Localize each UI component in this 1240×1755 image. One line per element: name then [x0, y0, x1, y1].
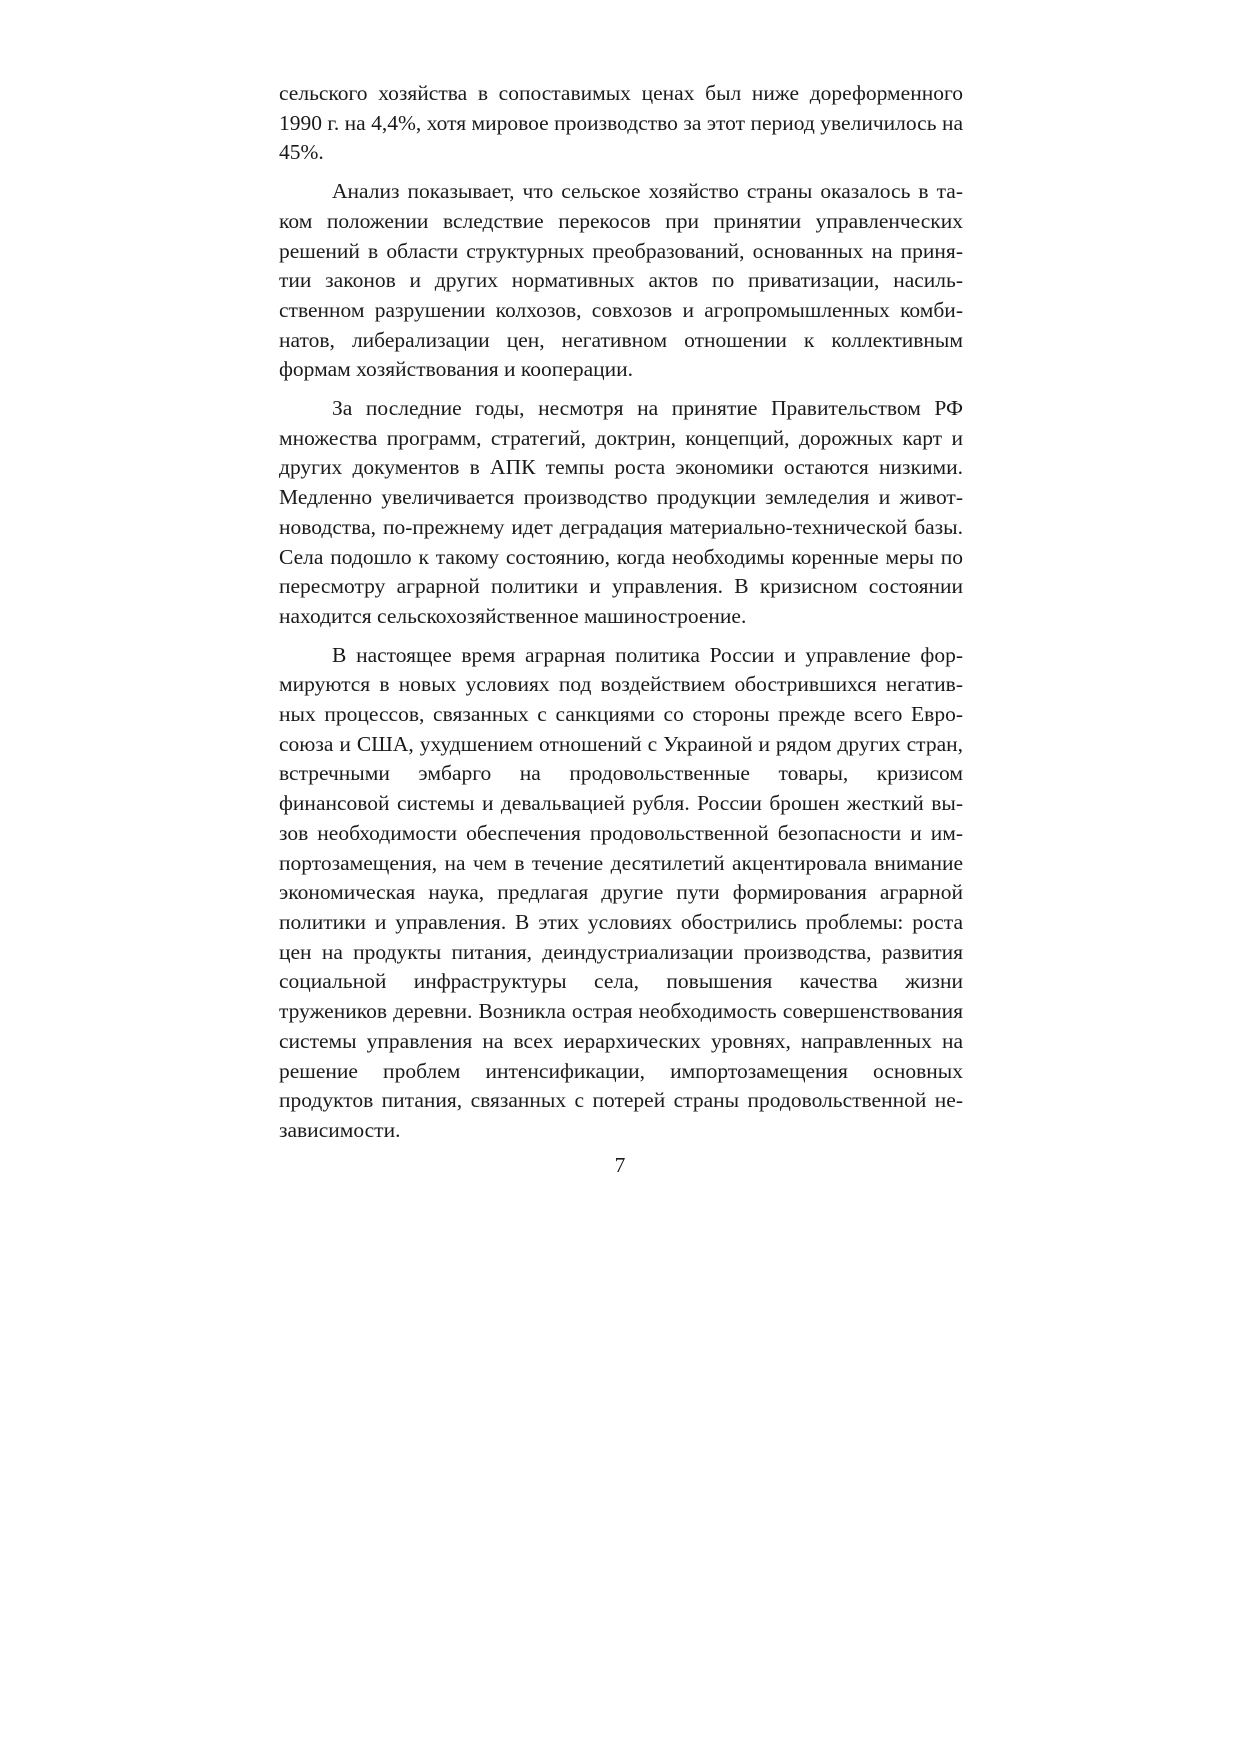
paragraph-4: В настоящее время аграрная политика России и управление формируются в новых условиях под воздействием обострившихся негативных процессов, связанных с санкциями со стороны прежде всего Евросоюза и США, ухудшением отношений с Украиной и рядом других стран, встречными эмбарго на продовольственные товары, кризисом финансовой системы и девальвацией рубля. России брошен жесткий вызов необходимости обеспечения продовольственной безопасности и импортозамещения, на чем в течение десятилетий акцентировала внимание экономическая наука, предлагая другие пути формирования аграрной политики и управления. В этих условиях обострились проблемы: роста цен на продукты питания, деиндустриализации производства, развития социальной инфраструктуры села, повышения качества жизни тружеников деревни. Возникла острая необходимость совершенствования системы управления на всех иерархических уровнях, направленных на решение проблем интенсификации, импортозамещения основных продуктов питания, связанных с потерей страны продовольственной независимости.	[279, 642, 963, 1142]
paragraph-2: Анализ показывает, что сельское хозяйство страны оказалось в таком положении вследствие перекосов при принятии управленческих решений в области структурных преобразований, основанных на принятии законов и других нормативных актов по приватизации, насильственном разрушении колхозов, совхозов и агропромышленных комбинатов, либерализации цен, негативном отношении к коллективным формам хозяйствования и кооперации.	[279, 179, 963, 382]
paragraph-3: За последние годы, несмотря на принятие Правительством РФ множества программ, стратегий, доктрин, концепций, дорожных карт и других документов в АПК темпы роста экономики остаются низкими. Медленно увеличивается производство продукции земледелия и животноводства, по-прежнему идет деградация материально-технической базы. Села подошло к такому состоянию, когда необходимы коренные меры по пересмотру аграрной политики и управления. В кризисном состоянии находится сельскохозяйственное машиностроение.	[279, 396, 963, 628]
paragraph-1: сельского хозяйства в сопоставимых ценах был ниже дореформенного 1990 г. на 4,4%, хотя мировое производство за этот период увеличилось на 45%.	[279, 81, 963, 165]
page-number: 7	[614, 1153, 626, 1177]
body-text	[279, 79, 963, 1155]
